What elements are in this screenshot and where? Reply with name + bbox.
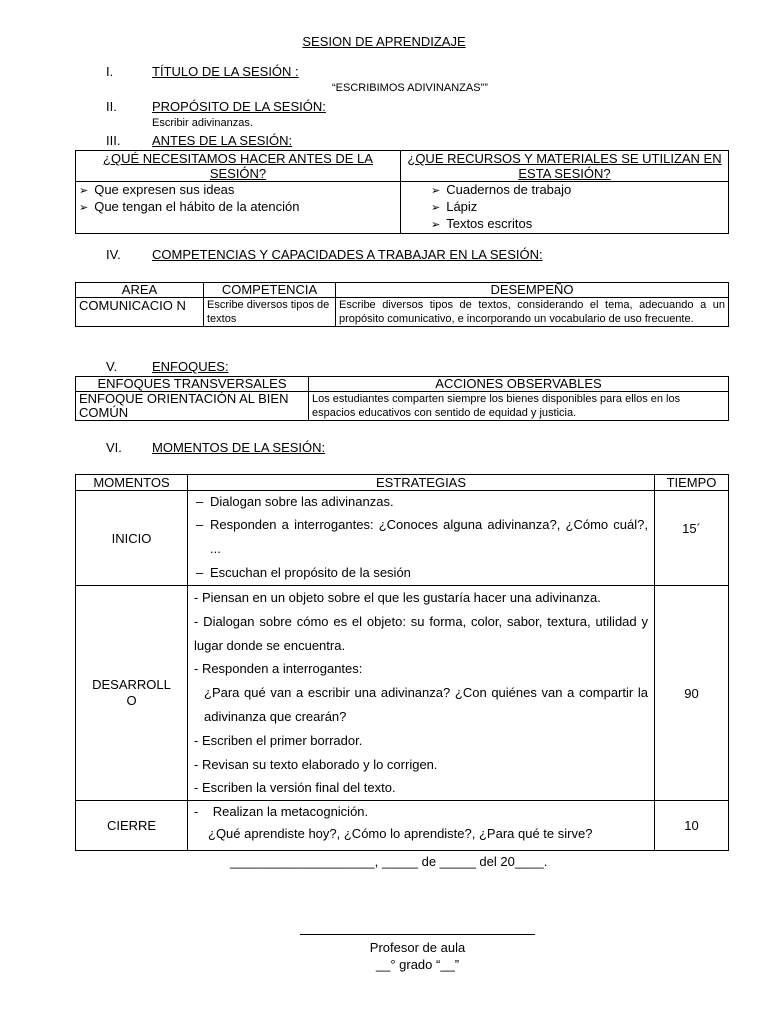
competencias-table bbox=[75, 282, 729, 327]
enfoque-value: ENFOQUE ORIENTACIÓN AL BIEN COMÚN bbox=[76, 392, 309, 421]
list-item: ➢ Cuadernos de trabajo bbox=[431, 182, 725, 199]
date-line: ____________________, _____ de _____ del 20____. bbox=[230, 854, 548, 869]
list-item: ➢ Que tengan el hábito de la atención bbox=[79, 199, 397, 216]
section-num-1: I. bbox=[106, 64, 114, 79]
list-item: – Escuchan el propósito de la sesión bbox=[196, 565, 411, 580]
comp-area: COMUNICACIO N bbox=[76, 298, 204, 327]
momentos-table bbox=[75, 474, 729, 851]
desarrollo-time: 90 bbox=[655, 586, 729, 801]
section-num-6: VI. bbox=[106, 440, 122, 455]
signature-line bbox=[300, 934, 535, 935]
list-item: ➢ Textos escritos bbox=[431, 216, 725, 233]
antes-header-2: ¿QUE RECURSOS Y MATERIALES SE UTILIZAN EN ESTA SESIÓN? bbox=[401, 151, 729, 182]
enfoques-header-2: ACCIONES OBSERVABLES bbox=[309, 377, 729, 392]
list-item: - Escriben el primer borrador. bbox=[194, 732, 363, 748]
list-item: ➢ Que expresen sus ideas bbox=[79, 182, 397, 199]
list-item: – Dialogan sobre las adivinanzas. bbox=[196, 494, 394, 509]
signature-role: Profesor de aula bbox=[369, 940, 466, 955]
section-label-1: TÍTULO DE LA SESIÓN : bbox=[152, 64, 299, 79]
list-item: - Piensan en un objeto sobre el que les gustaría hacer una adivinanza. bbox=[194, 590, 601, 605]
list-item: – Responden a interrogantes: ¿Conoces alguna adivinanza?, ¿Cómo cuál?, ... bbox=[196, 517, 648, 556]
section-num-2: II. bbox=[106, 99, 117, 114]
list-item: - Dialogan sobre cómo es el objeto: su forma, color, sabor, textura, utilidad y lugar donde se encuentra. bbox=[194, 613, 648, 653]
section-num-3: III. bbox=[106, 133, 121, 148]
moment-inicio: INICIO bbox=[76, 491, 188, 586]
antes-left-cell bbox=[76, 182, 401, 234]
inicio-strategies bbox=[188, 491, 655, 586]
section-label-3: ANTES DE LA SESIÓN: bbox=[152, 133, 293, 148]
comp-header-competencia: COMPETENCIA bbox=[204, 283, 336, 298]
section-num-5: V. bbox=[106, 359, 118, 374]
list-item: - Responden a interrogantes: bbox=[194, 661, 363, 677]
list-item: ¿Qué aprendiste hoy?, ¿Cómo lo aprendiste?, ¿Para qué te sirve? bbox=[208, 826, 593, 842]
momentos-header: MOMENTOS bbox=[76, 475, 188, 491]
list-item: - Realizan la metacognición. bbox=[194, 804, 369, 820]
purpose-value: Escribir adivinanzas. bbox=[152, 117, 253, 129]
comp-competencia: Escribe diversos tipos de textos bbox=[204, 298, 336, 327]
comp-header-area: AREA bbox=[76, 283, 204, 298]
session-title-value: “ESCRIBIMOS ADIVINANZAS”” bbox=[332, 82, 488, 94]
signature-grade: __° grado “__” bbox=[375, 957, 460, 972]
accion-value: Los estudiantes comparten siempre los bienes disponibles para ellos en los espacios educativos con sentido de equidad y justicia. bbox=[309, 392, 729, 421]
list-item: ➢ Lápiz bbox=[431, 199, 725, 216]
desarrollo-strategies bbox=[188, 586, 655, 801]
section-num-4: IV. bbox=[106, 247, 121, 262]
list-item: - Escriben la versión final del texto. bbox=[194, 780, 396, 796]
estrategias-header: ESTRATEGIAS bbox=[188, 475, 655, 491]
antes-right-cell bbox=[401, 182, 729, 234]
section-label-5: ENFOQUES: bbox=[152, 359, 229, 374]
antes-table bbox=[75, 150, 729, 234]
moment-desarrollo: DESARROLL O bbox=[76, 586, 188, 801]
document-title: SESION DE APRENDIZAJE bbox=[302, 34, 466, 49]
enfoques-header-1: ENFOQUES TRANSVERSALES bbox=[76, 377, 309, 392]
inicio-time: 15´ bbox=[655, 491, 729, 586]
tiempo-header: TIEMPO bbox=[655, 475, 729, 491]
list-item: - Revisan su texto elaborado y lo corrigen. bbox=[194, 756, 438, 772]
cierre-time: 10 bbox=[655, 801, 729, 851]
list-item: ¿Para qué van a escribir una adivinanza? ¿Con quiénes van a compartir la adivinanza que crearán? bbox=[204, 685, 648, 724]
antes-header-1: ¿QUÉ NECESITAMOS HACER ANTES DE LA SESIÓN? bbox=[76, 151, 401, 182]
enfoques-table bbox=[75, 376, 729, 421]
moment-cierre: CIERRE bbox=[76, 801, 188, 851]
section-label-2: PROPÓSITO DE LA SESIÓN: bbox=[152, 99, 326, 114]
comp-desempeno: Escribe diversos tipos de textos, considerando el tema, adecuando a un propósito comunicativo, e incorporando un vocabulario de uso frecuente. bbox=[336, 298, 729, 327]
cierre-strategies bbox=[188, 801, 655, 851]
comp-header-desempeno: DESEMPEÑO bbox=[336, 283, 729, 298]
section-label-4: COMPETENCIAS Y CAPACIDADES A TRABAJAR EN LA SESIÓN: bbox=[152, 247, 543, 262]
section-label-6: MOMENTOS DE LA SESIÓN: bbox=[152, 440, 326, 455]
